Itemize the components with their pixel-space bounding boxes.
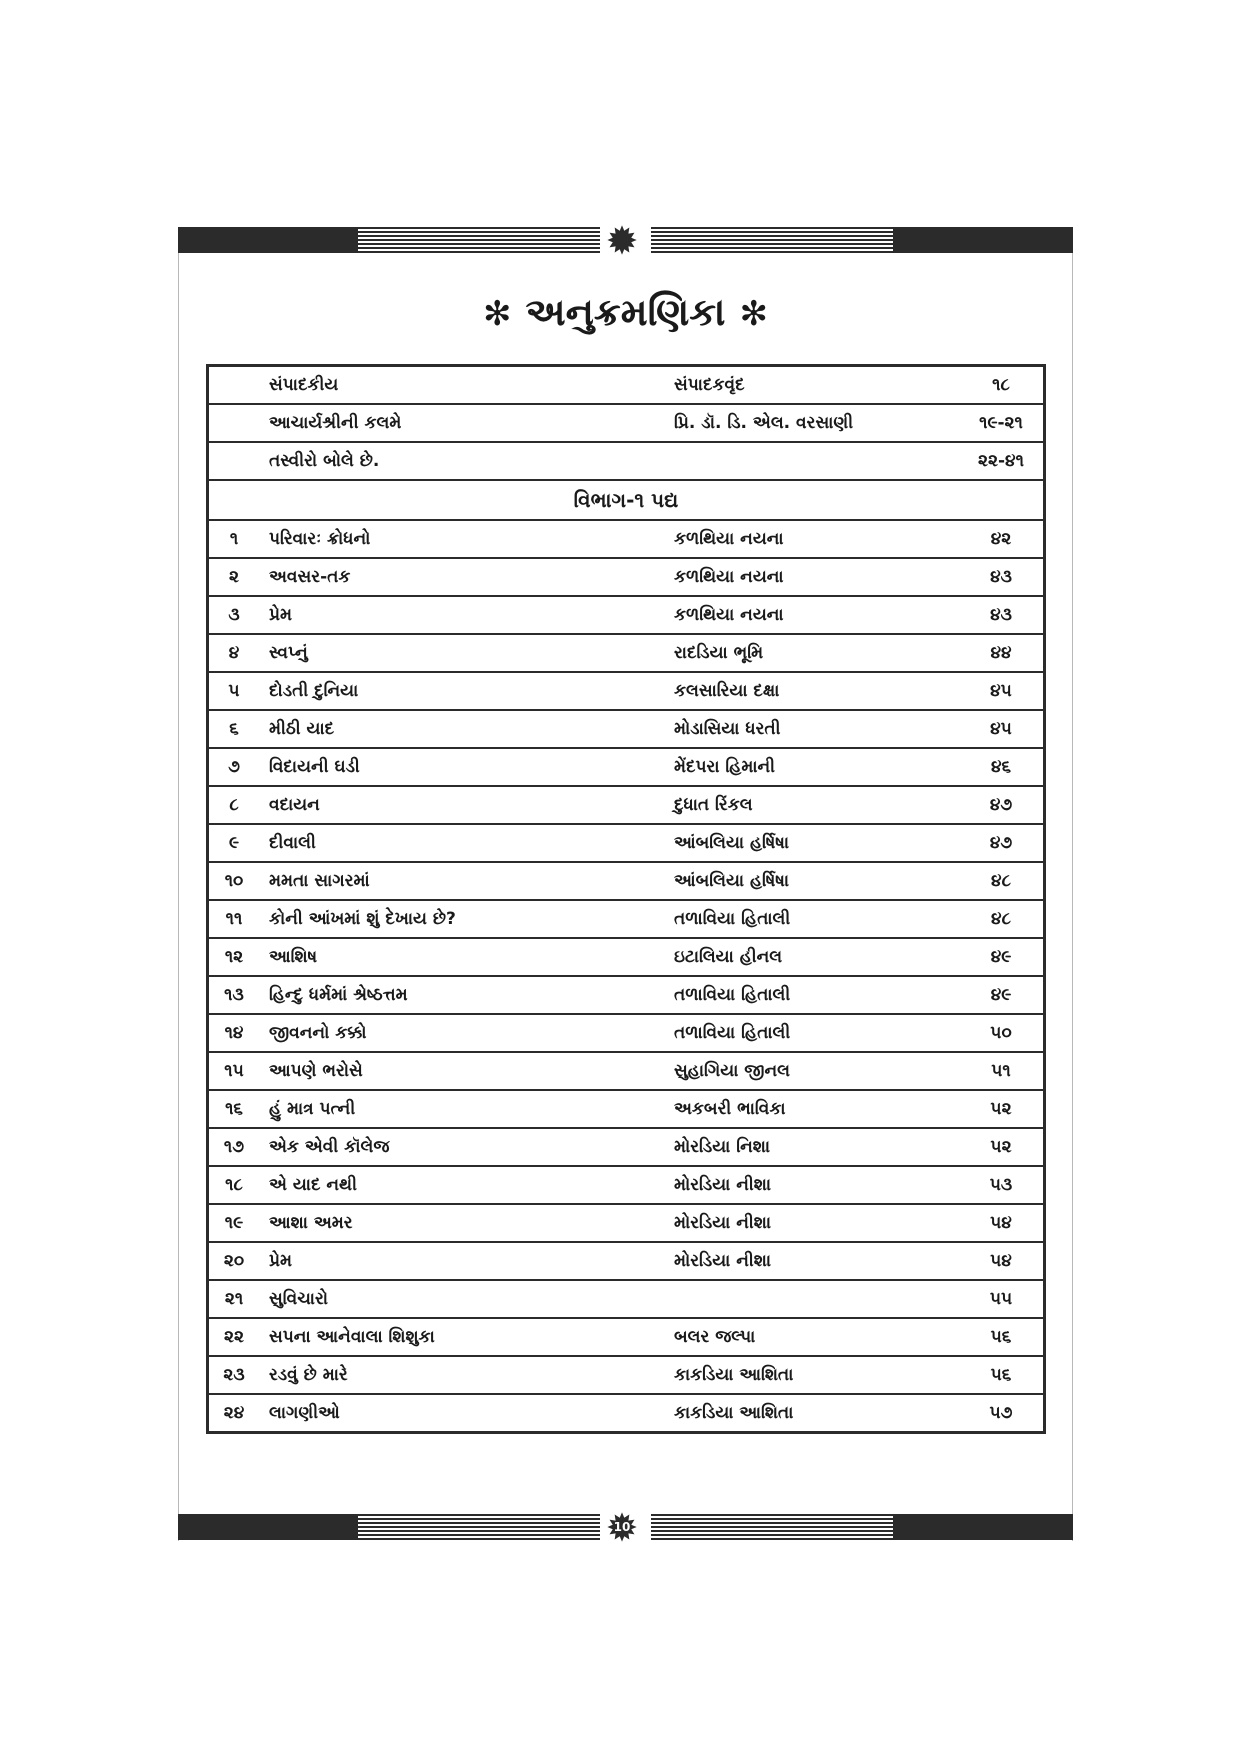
table-row bbox=[208, 1090, 1045, 1128]
row-author: તળાવિયા હિતાલી bbox=[664, 1014, 959, 1052]
table-row bbox=[208, 1242, 1045, 1280]
row-author bbox=[664, 442, 959, 480]
table-row bbox=[208, 520, 1045, 558]
footer-bar-right bbox=[893, 1514, 1073, 1540]
row-author bbox=[664, 1280, 959, 1318]
row-title: અવસર-તક bbox=[259, 558, 664, 596]
row-title: લાગણીઓ bbox=[259, 1394, 664, 1433]
ornament-star-icon: ✻ bbox=[739, 294, 768, 334]
header-stripes-left bbox=[358, 227, 600, 253]
row-page: ૪૯ bbox=[959, 938, 1045, 976]
row-page: ૧૯-૨૧ bbox=[959, 404, 1045, 442]
row-number: ૨૦ bbox=[208, 1242, 260, 1280]
table-row bbox=[208, 900, 1045, 938]
row-title: પરિવારઃ ક્રોધનો bbox=[259, 520, 664, 558]
row-page: ૧૮ bbox=[959, 366, 1045, 405]
row-number bbox=[208, 366, 260, 405]
row-number: ૭ bbox=[208, 748, 260, 786]
row-page: ૫૬ bbox=[959, 1318, 1045, 1356]
row-number bbox=[208, 404, 260, 442]
table-row bbox=[208, 1394, 1045, 1433]
row-number: ૧૭ bbox=[208, 1128, 260, 1166]
row-author: કળથિયા નયના bbox=[664, 520, 959, 558]
header-band bbox=[178, 227, 1073, 253]
row-page: ૪૩ bbox=[959, 558, 1045, 596]
row-title: દોડતી દુનિયા bbox=[259, 672, 664, 710]
row-title: મમતા સાગરમાં bbox=[259, 862, 664, 900]
row-title: હું માત્ર પત્ની bbox=[259, 1090, 664, 1128]
table-row bbox=[208, 1128, 1045, 1166]
row-author: રાદડિયા ભૂમિ bbox=[664, 634, 959, 672]
row-number: ૯ bbox=[208, 824, 260, 862]
row-page: ૫૬ bbox=[959, 1356, 1045, 1394]
row-title: એ યાદ નથી bbox=[259, 1166, 664, 1204]
row-author: આંબલિયા હર્ષિષા bbox=[664, 824, 959, 862]
row-number: ૪ bbox=[208, 634, 260, 672]
row-number: ૧ bbox=[208, 520, 260, 558]
row-title: પ્રેમ bbox=[259, 596, 664, 634]
row-title: વદાયન bbox=[259, 786, 664, 824]
row-page: ૪૮ bbox=[959, 900, 1045, 938]
row-author: મોરડિયા નીશા bbox=[664, 1166, 959, 1204]
page-number: 10 bbox=[613, 1520, 631, 1534]
table-row bbox=[208, 558, 1045, 596]
row-page: ૪૬ bbox=[959, 748, 1045, 786]
header-bar-right bbox=[893, 227, 1073, 253]
row-author: તળાવિયા હિતાલી bbox=[664, 900, 959, 938]
ornament-star-icon: ✻ bbox=[483, 294, 512, 334]
row-author: કાકડિયા આશિતા bbox=[664, 1356, 959, 1394]
row-title: એક એવી કૉલેજ bbox=[259, 1128, 664, 1166]
row-author: ઇટાલિયા હીનલ bbox=[664, 938, 959, 976]
footer-bar-left bbox=[178, 1514, 358, 1540]
row-number: ૨૧ bbox=[208, 1280, 260, 1318]
row-number: ૧૫ bbox=[208, 1052, 260, 1090]
row-title: રડવું છે મારે bbox=[259, 1356, 664, 1394]
footer-stripes-right bbox=[651, 1514, 893, 1540]
table-row bbox=[208, 634, 1045, 672]
row-page: ૪૨ bbox=[959, 520, 1045, 558]
header-sunburst-icon bbox=[605, 223, 639, 257]
row-page: ૫૧ bbox=[959, 1052, 1045, 1090]
row-author: સુહાગિયા જીનલ bbox=[664, 1052, 959, 1090]
row-title: આચાર્યશ્રીની કલમે bbox=[259, 404, 664, 442]
footer-band bbox=[178, 1514, 1073, 1540]
row-page: ૪૫ bbox=[959, 672, 1045, 710]
row-title: આશા અમર bbox=[259, 1204, 664, 1242]
intro-row bbox=[208, 404, 1045, 442]
table-row bbox=[208, 976, 1045, 1014]
row-page: ૫૪ bbox=[959, 1242, 1045, 1280]
row-number: ૧૧ bbox=[208, 900, 260, 938]
row-title: વિદાયની ઘડી bbox=[259, 748, 664, 786]
table-row bbox=[208, 710, 1045, 748]
row-page: ૫૨ bbox=[959, 1090, 1045, 1128]
table-row bbox=[208, 596, 1045, 634]
row-title: આશિષ bbox=[259, 938, 664, 976]
row-number bbox=[208, 442, 260, 480]
row-number: ૬ bbox=[208, 710, 260, 748]
footer-stripes-left bbox=[358, 1514, 600, 1540]
row-author: પ્રિ. ડૉ. ડિ. એલ. વરસાણી bbox=[664, 404, 959, 442]
table-row bbox=[208, 1014, 1045, 1052]
row-page: ૫૩ bbox=[959, 1166, 1045, 1204]
row-author: મોરડિયા નીશા bbox=[664, 1204, 959, 1242]
table-row bbox=[208, 1318, 1045, 1356]
row-title: દીવાલી bbox=[259, 824, 664, 862]
section-row bbox=[208, 480, 1045, 520]
row-number: ૧૪ bbox=[208, 1014, 260, 1052]
row-title: સ્વપ્નું bbox=[259, 634, 664, 672]
row-page: ૪૯ bbox=[959, 976, 1045, 1014]
row-author: મોરડિયા નિશા bbox=[664, 1128, 959, 1166]
row-page: ૪૩ bbox=[959, 596, 1045, 634]
row-title: કોની આંખમાં શું દેખાય છે? bbox=[259, 900, 664, 938]
section-heading: વિભાગ-૧ પદ્ય bbox=[208, 480, 1045, 520]
contents-table bbox=[206, 364, 1046, 1434]
row-page: ૪૭ bbox=[959, 824, 1045, 862]
row-author: મેંદપરા હિમાની bbox=[664, 748, 959, 786]
intro-row bbox=[208, 366, 1045, 405]
table-row bbox=[208, 938, 1045, 976]
table-row bbox=[208, 1052, 1045, 1090]
row-number: ૮ bbox=[208, 786, 260, 824]
row-page: ૪૪ bbox=[959, 634, 1045, 672]
page-number-badge bbox=[605, 1510, 639, 1544]
row-page: ૪૫ bbox=[959, 710, 1045, 748]
row-number: ૨૩ bbox=[208, 1356, 260, 1394]
row-page: ૫૭ bbox=[959, 1394, 1045, 1433]
table-row bbox=[208, 1356, 1045, 1394]
intro-row bbox=[208, 442, 1045, 480]
table-row bbox=[208, 1204, 1045, 1242]
row-author: મોડાસિયા ધરતી bbox=[664, 710, 959, 748]
row-number: ૨૨ bbox=[208, 1318, 260, 1356]
row-author: આંબલિયા હર્ષિષા bbox=[664, 862, 959, 900]
row-title: સપના આનેવાલા શિશુકા bbox=[259, 1318, 664, 1356]
row-author: તળાવિયા હિતાલી bbox=[664, 976, 959, 1014]
row-number: ૧૨ bbox=[208, 938, 260, 976]
row-title: સુવિચારો bbox=[259, 1280, 664, 1318]
table-row bbox=[208, 748, 1045, 786]
table-row bbox=[208, 1280, 1045, 1318]
row-page: ૫૦ bbox=[959, 1014, 1045, 1052]
row-number: ૨૪ bbox=[208, 1394, 260, 1433]
row-number: ૫ bbox=[208, 672, 260, 710]
row-author: બલર જલ્પા bbox=[664, 1318, 959, 1356]
row-number: ૧૬ bbox=[208, 1090, 260, 1128]
table-row bbox=[208, 786, 1045, 824]
row-title: જીવનનો કક્કો bbox=[259, 1014, 664, 1052]
table-row bbox=[208, 1166, 1045, 1204]
row-title: મીઠી યાદ bbox=[259, 710, 664, 748]
row-page: ૫૪ bbox=[959, 1204, 1045, 1242]
row-author: અકબરી ભાવિકા bbox=[664, 1090, 959, 1128]
row-page: ૪૮ bbox=[959, 862, 1045, 900]
row-title: તસ્વીરો બોલે છે. bbox=[259, 442, 664, 480]
row-number: ૧૩ bbox=[208, 976, 260, 1014]
row-page: ૫૨ bbox=[959, 1128, 1045, 1166]
row-page: ૨૨-૪૧ bbox=[959, 442, 1045, 480]
row-author: દુધાત રિંકલ bbox=[664, 786, 959, 824]
row-number: ૩ bbox=[208, 596, 260, 634]
title-text: અનુક્રમણિકા bbox=[525, 290, 726, 334]
row-author: કલસારિયા દક્ષા bbox=[664, 672, 959, 710]
header-bar-left bbox=[178, 227, 358, 253]
row-number: ૧૮ bbox=[208, 1166, 260, 1204]
row-number: ૨ bbox=[208, 558, 260, 596]
table-row bbox=[208, 862, 1045, 900]
row-number: ૧૯ bbox=[208, 1204, 260, 1242]
row-page: ૫૫ bbox=[959, 1280, 1045, 1318]
header-stripes-right bbox=[651, 227, 893, 253]
row-number: ૧૦ bbox=[208, 862, 260, 900]
row-title: હિન્દુ ધર્મમાં શ્રેષ્ઠત્તમ bbox=[259, 976, 664, 1014]
row-page: ૪૭ bbox=[959, 786, 1045, 824]
row-title: આપણે ભરોસે bbox=[259, 1052, 664, 1090]
row-author: મોરડિયા નીશા bbox=[664, 1242, 959, 1280]
row-author: કળથિયા નયના bbox=[664, 558, 959, 596]
page-title bbox=[178, 290, 1073, 335]
table-row bbox=[208, 824, 1045, 862]
row-title: પ્રેમ bbox=[259, 1242, 664, 1280]
row-author: સંપાદકવૃંદ bbox=[664, 366, 959, 405]
row-author: કાકડિયા આશિતા bbox=[664, 1394, 959, 1433]
row-title: સંપાદકીય bbox=[259, 366, 664, 405]
table-row bbox=[208, 672, 1045, 710]
row-author: કળથિયા નયના bbox=[664, 596, 959, 634]
